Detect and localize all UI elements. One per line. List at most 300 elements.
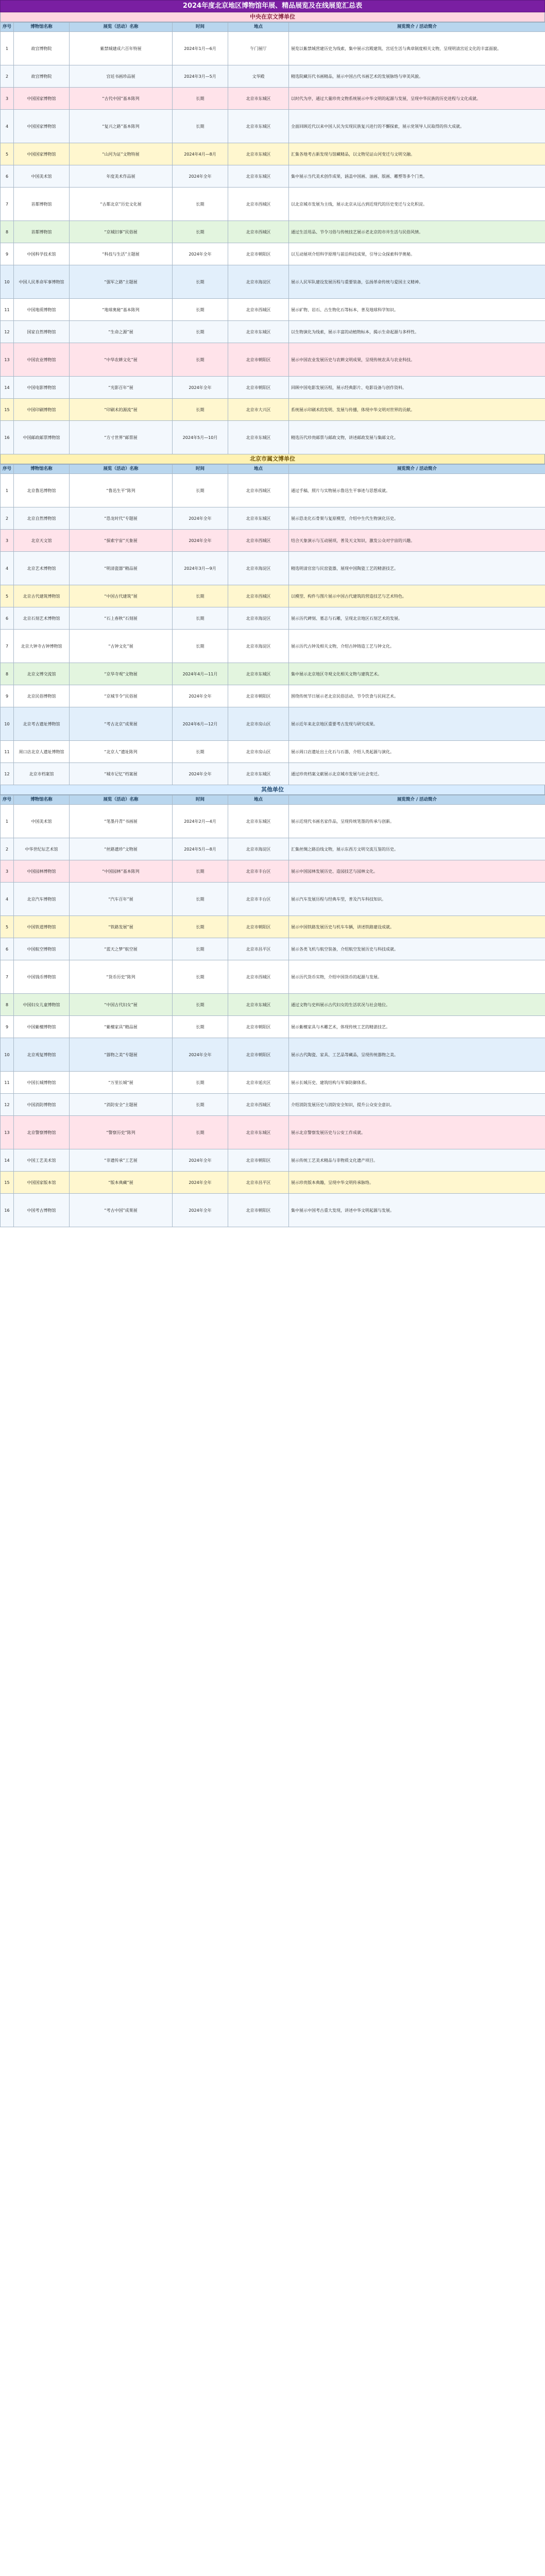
cell-org: 北京警察博物馆 [14,1116,70,1149]
cell-place: 北京市海淀区 [228,607,289,630]
cell-name: “鲁迅生平”陈列 [70,474,173,507]
cell-name: “中华农耕文化”展 [70,343,173,377]
table-row [1,960,545,994]
table-row [1,65,545,88]
cell-time: 长期 [173,321,228,343]
cell-place: 北京市昌平区 [228,1172,289,1194]
cell-org: 中国国家版本馆 [14,1172,70,1194]
table-row [1,1194,545,1227]
cell-org: 中国农业博物馆 [14,343,70,377]
cell-place: 北京市东城区 [228,165,289,188]
cell-name: “万里长城”展 [70,1072,173,1094]
cell-no: 7 [1,630,14,663]
cell-time: 2024年全年 [173,243,228,265]
cell-desc: 以时代为序，通过大量珍贵文物系统展示中华文明的起源与发展，呈现中华民族的历史进程与文化成就。 [289,88,545,110]
table-row [1,1072,545,1094]
cell-place: 北京市东城区 [228,994,289,1016]
cell-no: 3 [1,88,14,110]
cell-no: 16 [1,421,14,454]
column-header-org: 博物馆名称 [14,795,70,805]
cell-time: 2024年全年 [173,1038,228,1072]
cell-place: 北京市西城区 [228,1094,289,1116]
cell-place: 北京市朝阳区 [228,1038,289,1072]
cell-time: 2024年全年 [173,507,228,530]
cell-desc: 集中展示北京地区寺观文化相关文物与建筑艺术。 [289,663,545,685]
cell-place: 北京市东城区 [228,421,289,454]
cell-name: “铁路发展”展 [70,916,173,938]
cell-time: 2024年5月—8月 [173,838,228,860]
exhibition-table [0,464,545,785]
cell-time: 2024年3月—5月 [173,65,228,88]
cell-desc: 精选历代珍贵邮票与邮政文物，讲述邮政发展与集邮文化。 [289,421,545,454]
cell-time: 长期 [173,265,228,299]
page [0,0,545,1227]
cell-name: “古都北京”历史文化展 [70,188,173,221]
cell-time: 2024年6月—12月 [173,707,228,741]
cell-time: 长期 [173,860,228,883]
cell-name: “强军之路”主题展 [70,265,173,299]
table-row [1,530,545,552]
cell-time: 2024年5月—10月 [173,421,228,454]
cell-desc: 精选明清官窑与民窑瓷器，展现中国陶瓷工艺的精湛技艺。 [289,552,545,585]
cell-time: 2024年全年 [173,1172,228,1194]
cell-time: 长期 [173,883,228,916]
cell-no: 6 [1,607,14,630]
cell-org: 国家自然博物馆 [14,321,70,343]
table-row [1,805,545,838]
section-title: 中央在京文博单位 [0,12,545,22]
cell-name: “北京人”遗址陈列 [70,741,173,763]
cell-desc: 展示中国铁路发展历史与机车车辆，讲述铁路建设成就。 [289,916,545,938]
cell-place: 北京市海淀区 [228,552,289,585]
table-row [1,377,545,399]
cell-no: 4 [1,552,14,585]
column-header-place: 地点 [228,795,289,805]
cell-place: 文华殿 [228,65,289,88]
cell-time: 长期 [173,343,228,377]
cell-place: 北京市房山区 [228,707,289,741]
cell-org: 中国工艺美术馆 [14,1149,70,1172]
cell-name: “考古北京”成果展 [70,707,173,741]
cell-place: 北京市东城区 [228,1116,289,1149]
cell-time: 长期 [173,88,228,110]
column-header-no: 序号 [1,23,14,32]
cell-place: 北京市西城区 [228,221,289,243]
cell-desc: 展示矿物、岩石、古生物化石等标本，普及地球科学知识。 [289,299,545,321]
cell-desc: 以北京城市发展为主线，展示北京从远古到近现代的历史变迁与文化积淀。 [289,188,545,221]
table-row [1,1038,545,1072]
table-row [1,1094,545,1116]
section-3 [0,785,545,1227]
cell-time: 2024年全年 [173,685,228,707]
cell-name: “探索宇宙”天象展 [70,530,173,552]
cell-no: 7 [1,188,14,221]
cell-desc: 展示历代货币实物，介绍中国货币的起源与发展。 [289,960,545,994]
cell-place: 北京市朝阳区 [228,1149,289,1172]
column-header-name: 展览（活动）名称 [70,465,173,474]
table-header-row [1,23,545,32]
table-row [1,994,545,1016]
cell-no: 15 [1,1172,14,1194]
cell-name: “古钟文化”展 [70,630,173,663]
cell-no: 5 [1,585,14,607]
cell-place: 北京市丰台区 [228,860,289,883]
cell-name: 紫禁城建成六百年特展 [70,32,173,65]
cell-place: 北京市延庆区 [228,1072,289,1094]
cell-no: 13 [1,1116,14,1149]
cell-time: 2024年全年 [173,165,228,188]
cell-place: 北京市朝阳区 [228,685,289,707]
cell-desc: 介绍消防发展历史与消防安全知识，提升公众安全意识。 [289,1094,545,1116]
section-title: 其他单位 [0,785,545,795]
column-header-org: 博物馆名称 [14,465,70,474]
cell-time: 长期 [173,994,228,1016]
table-row [1,165,545,188]
table-row [1,188,545,221]
table-row [1,1116,545,1149]
cell-time: 长期 [173,110,228,143]
cell-time: 2024年2月—4月 [173,805,228,838]
cell-no: 4 [1,110,14,143]
table-row [1,399,545,421]
cell-desc: 通过珍贵档案文献展示北京城市发展与社会变迁。 [289,763,545,785]
column-header-time: 时间 [173,795,228,805]
cell-org: 北京自然博物馆 [14,507,70,530]
column-header-desc: 展览简介 / 活动简介 [289,465,545,474]
cell-place: 北京市昌平区 [228,938,289,960]
cell-org: 中国长城博物馆 [14,1072,70,1094]
cell-time: 长期 [173,607,228,630]
cell-place: 北京市西城区 [228,299,289,321]
cell-time: 长期 [173,938,228,960]
cell-no: 16 [1,1194,14,1227]
cell-no: 13 [1,343,14,377]
cell-name: “京华寺观”文物展 [70,663,173,685]
sections-container [0,12,545,1227]
cell-org: 中国国家博物馆 [14,88,70,110]
cell-org: 北京古代建筑博物馆 [14,585,70,607]
cell-place: 北京市海淀区 [228,838,289,860]
column-header-place: 地点 [228,23,289,32]
cell-no: 11 [1,1072,14,1094]
table-row [1,630,545,663]
cell-desc: 集中展示当代美术创作成果，涵盖中国画、油画、版画、雕塑等多个门类。 [289,165,545,188]
table-row [1,1172,545,1194]
cell-name: “古代中国”基本陈列 [70,88,173,110]
cell-name: “非遗传承”工艺展 [70,1149,173,1172]
cell-time: 2024年全年 [173,377,228,399]
cell-name: “器物之美”专题展 [70,1038,173,1072]
table-row [1,265,545,299]
cell-desc: 系统展示印刷术的发明、发展与传播，体现中华文明对世界的贡献。 [289,399,545,421]
cell-name: “笔墨丹青”书画展 [70,805,173,838]
cell-name: “货币历史”陈列 [70,960,173,994]
cell-place: 北京市朝阳区 [228,377,289,399]
cell-no: 3 [1,530,14,552]
cell-desc: 以模型、构件与图片展示中国古代建筑的营造技艺与艺术特色。 [289,585,545,607]
table-row [1,343,545,377]
cell-place: 北京市大兴区 [228,399,289,421]
cell-no: 6 [1,938,14,960]
cell-org: 中国紫檀博物馆 [14,1016,70,1038]
cell-desc: 结合天象演示与互动展项，普及天文知识，激发公众对宇宙的兴趣。 [289,530,545,552]
cell-name: “明清瓷器”精品展 [70,552,173,585]
cell-desc: 展示历代古钟及相关文物，介绍古钟铸造工艺与钟文化。 [289,630,545,663]
section-title: 北京市属文博单位 [0,454,545,464]
cell-time: 长期 [173,474,228,507]
cell-no: 14 [1,1149,14,1172]
cell-org: 北京大钟寺古钟博物馆 [14,630,70,663]
cell-place: 北京市东城区 [228,110,289,143]
table-row [1,663,545,685]
section-1 [0,12,545,454]
cell-name: “中国古代妇女”展 [70,994,173,1016]
cell-org: 中国航空博物馆 [14,938,70,960]
cell-name: “科技与生活”主题展 [70,243,173,265]
cell-org: 中国钱币博物馆 [14,960,70,994]
table-row [1,221,545,243]
cell-name: “汽车百年”展 [70,883,173,916]
cell-name: “中国园林”基本陈列 [70,860,173,883]
cell-time: 长期 [173,960,228,994]
table-row [1,88,545,110]
table-row [1,707,545,741]
cell-place: 北京市朝阳区 [228,1194,289,1227]
cell-time: 2024年全年 [173,530,228,552]
cell-org: 中国邮政邮票博物馆 [14,421,70,454]
table-row [1,299,545,321]
cell-desc: 展示各类飞机与航空装备，介绍航空发展历史与科技成就。 [289,938,545,960]
cell-no: 4 [1,883,14,916]
cell-time: 2024年全年 [173,1194,228,1227]
table-row [1,883,545,916]
column-header-name: 展览（活动）名称 [70,23,173,32]
cell-no: 11 [1,299,14,321]
table-row [1,421,545,454]
cell-no: 1 [1,805,14,838]
cell-desc: 展示人民军队建设发展历程与重要装备，弘扬革命传统与爱国主义精神。 [289,265,545,299]
table-row [1,552,545,585]
column-header-no: 序号 [1,795,14,805]
cell-desc: 展示北京警察发展历史与公安工作成就。 [289,1116,545,1149]
cell-org: 北京民俗博物馆 [14,685,70,707]
table-row [1,741,545,763]
cell-org: 北京观复博物馆 [14,1038,70,1072]
cell-place: 北京市西城区 [228,530,289,552]
cell-desc: 以生物演化为线索，展示丰富的动植物标本，揭示生命起源与多样性。 [289,321,545,343]
cell-desc: 展示长城历史、建筑结构与军事防御体系。 [289,1072,545,1094]
cell-no: 5 [1,143,14,165]
cell-no: 8 [1,663,14,685]
cell-desc: 展示汽车发展历程与经典车型，普及汽车科技知识。 [289,883,545,916]
cell-time: 长期 [173,916,228,938]
cell-name: “方寸世界”邮票展 [70,421,173,454]
cell-time: 长期 [173,1016,228,1038]
cell-time: 长期 [173,188,228,221]
table-row [1,1149,545,1172]
cell-time: 长期 [173,1072,228,1094]
cell-name: “恐龙时代”专题展 [70,507,173,530]
cell-desc: 以互动展项介绍科学原理与前沿科技成果，引导公众探索科学奥秘。 [289,243,545,265]
cell-org: 北京石刻艺术博物馆 [14,607,70,630]
cell-time: 长期 [173,1116,228,1149]
table-row [1,763,545,785]
cell-org: 北京考古遗址博物馆 [14,707,70,741]
cell-place: 北京市朝阳区 [228,243,289,265]
cell-name: “印刷术的源流”展 [70,399,173,421]
section-2 [0,454,545,785]
cell-time: 2024年4月—11月 [173,663,228,685]
cell-org: 中国电影博物馆 [14,377,70,399]
cell-name: “消防安全”主题展 [70,1094,173,1116]
cell-no: 2 [1,65,14,88]
cell-no: 8 [1,221,14,243]
cell-no: 10 [1,265,14,299]
cell-time: 长期 [173,585,228,607]
cell-no: 6 [1,165,14,188]
cell-desc: 展示古代陶瓷、家具、工艺品等藏品，呈现传统器物之美。 [289,1038,545,1072]
table-row [1,838,545,860]
cell-org: 中国园林博物馆 [14,860,70,883]
column-header-time: 时间 [173,465,228,474]
cell-no: 12 [1,321,14,343]
cell-org: 周口店北京人遗址博物馆 [14,741,70,763]
cell-no: 3 [1,860,14,883]
cell-name: “中国古代建筑”展 [70,585,173,607]
table-header-row [1,465,545,474]
cell-place: 北京市朝阳区 [228,343,289,377]
table-row [1,860,545,883]
cell-no: 1 [1,32,14,65]
cell-name: “警察历史”陈列 [70,1116,173,1149]
cell-org: 中华世纪坛艺术馆 [14,838,70,860]
cell-name: 年度美术作品展 [70,165,173,188]
cell-org: 中国印刷博物馆 [14,399,70,421]
cell-place: 北京市海淀区 [228,265,289,299]
cell-org: 中国妇女儿童博物馆 [14,994,70,1016]
cell-name: “石上春秋”石刻展 [70,607,173,630]
cell-place: 北京市东城区 [228,763,289,785]
cell-name: “版本典藏”展 [70,1172,173,1194]
table-row [1,607,545,630]
cell-org: 中国地质博物馆 [14,299,70,321]
cell-desc: 展示周口店遗址出土化石与石器，介绍人类起源与演化。 [289,741,545,763]
cell-time: 长期 [173,221,228,243]
column-header-place: 地点 [228,465,289,474]
cell-no: 2 [1,838,14,860]
cell-org: 首都博物馆 [14,188,70,221]
cell-time: 2024年全年 [173,1149,228,1172]
cell-desc: 全面回顾近代以来中国人民为实现民族复兴进行的不懈探索，展示党领导人民取得的伟大成就。 [289,110,545,143]
cell-name: “丝路遗珍”文物展 [70,838,173,860]
cell-org: 北京艺术博物馆 [14,552,70,585]
cell-no: 8 [1,994,14,1016]
cell-desc: 展示珍贵版本典籍，呈现中华文明传承脉络。 [289,1172,545,1194]
cell-no: 11 [1,741,14,763]
cell-desc: 展示近年来北京地区重要考古发现与研究成果。 [289,707,545,741]
cell-desc: 通过文物与史料展示古代妇女的生活状况与社会地位。 [289,994,545,1016]
cell-org: 首都博物馆 [14,221,70,243]
column-header-no: 序号 [1,465,14,474]
cell-name: “光影百年”展 [70,377,173,399]
cell-time: 2024年4月—8月 [173,143,228,165]
cell-org: 北京天文馆 [14,530,70,552]
cell-place: 北京市西城区 [228,188,289,221]
cell-desc: 展示历代碑刻、墓志与石雕，呈现北京地区石刻艺术的发展。 [289,607,545,630]
cell-time: 2024年3月—9月 [173,552,228,585]
cell-desc: 汇集丝绸之路沿线文物，展示东西方文明交流互鉴的历史。 [289,838,545,860]
column-header-name: 展览（活动）名称 [70,795,173,805]
cell-place: 北京市朝阳区 [228,916,289,938]
cell-desc: 展示近现代书画名家作品，呈现传统笔墨的传承与创新。 [289,805,545,838]
cell-name: “地球奥秘”基本陈列 [70,299,173,321]
cell-place: 北京市朝阳区 [228,1016,289,1038]
cell-no: 12 [1,1094,14,1116]
cell-name: “山河为证”文物特展 [70,143,173,165]
table-row [1,32,545,65]
cell-org: 北京鲁迅博物馆 [14,474,70,507]
cell-place: 北京市东城区 [228,663,289,685]
table-row [1,507,545,530]
cell-no: 9 [1,685,14,707]
cell-desc: 通过手稿、照片与实物展示鲁迅生平事迹与思想成就。 [289,474,545,507]
cell-name: “紫檀家具”精品展 [70,1016,173,1038]
cell-place: 北京市西城区 [228,474,289,507]
cell-desc: 展示紫檀家具与木雕艺术，体现传统工艺的精湛技艺。 [289,1016,545,1038]
table-row [1,243,545,265]
cell-org: 中国考古博物馆 [14,1194,70,1227]
document-title: 2024年度北京地区博物馆年展、精品展览及在线展览汇总表 [0,0,545,12]
cell-desc: 围绕传统节日展示老北京民俗活动、节令饮食与民间艺术。 [289,685,545,707]
table-row [1,938,545,960]
cell-no: 7 [1,960,14,994]
cell-org: 中国美术馆 [14,805,70,838]
cell-no: 5 [1,916,14,938]
cell-no: 10 [1,707,14,741]
cell-place: 午门展厅 [228,32,289,65]
cell-org: 故宫博物院 [14,32,70,65]
cell-org: 中国科学技术馆 [14,243,70,265]
column-header-desc: 展览简介 / 活动简介 [289,795,545,805]
cell-name: “京城旧事”民俗展 [70,221,173,243]
table-row [1,143,545,165]
cell-no: 9 [1,1016,14,1038]
cell-org: 中国国家博物馆 [14,143,70,165]
cell-time: 2024年1月—6月 [173,32,228,65]
cell-no: 2 [1,507,14,530]
cell-time: 长期 [173,1094,228,1116]
cell-org: 中国美术馆 [14,165,70,188]
cell-place: 北京市房山区 [228,741,289,763]
cell-desc: 回顾中国电影发展历程，展示经典影片、电影设备与创作资料。 [289,377,545,399]
cell-name: “生命之源”展 [70,321,173,343]
cell-org: 北京文博交流馆 [14,663,70,685]
cell-place: 北京市东城区 [228,321,289,343]
cell-name: “考古中国”成果展 [70,1194,173,1227]
cell-time: 2024年全年 [173,763,228,785]
cell-desc: 集中展示中国考古重大发现，讲述中华文明起源与发展。 [289,1194,545,1227]
cell-desc: 精选院藏历代书画精品，展示中国古代书画艺术的发展脉络与审美风貌。 [289,65,545,88]
cell-name: 宫廷书画珍品展 [70,65,173,88]
cell-desc: 展览以紫禁城营建历史为线索，集中展示宫殿建筑、宫廷生活与典章制度相关文物，呈现明清宫廷文化的丰富面貌。 [289,32,545,65]
cell-org: 中国人民革命军事博物馆 [14,265,70,299]
cell-place: 北京市东城区 [228,88,289,110]
cell-org: 中国国家博物馆 [14,110,70,143]
cell-no: 14 [1,377,14,399]
cell-name: “复兴之路”基本陈列 [70,110,173,143]
exhibition-table [0,22,545,454]
cell-time: 长期 [173,630,228,663]
